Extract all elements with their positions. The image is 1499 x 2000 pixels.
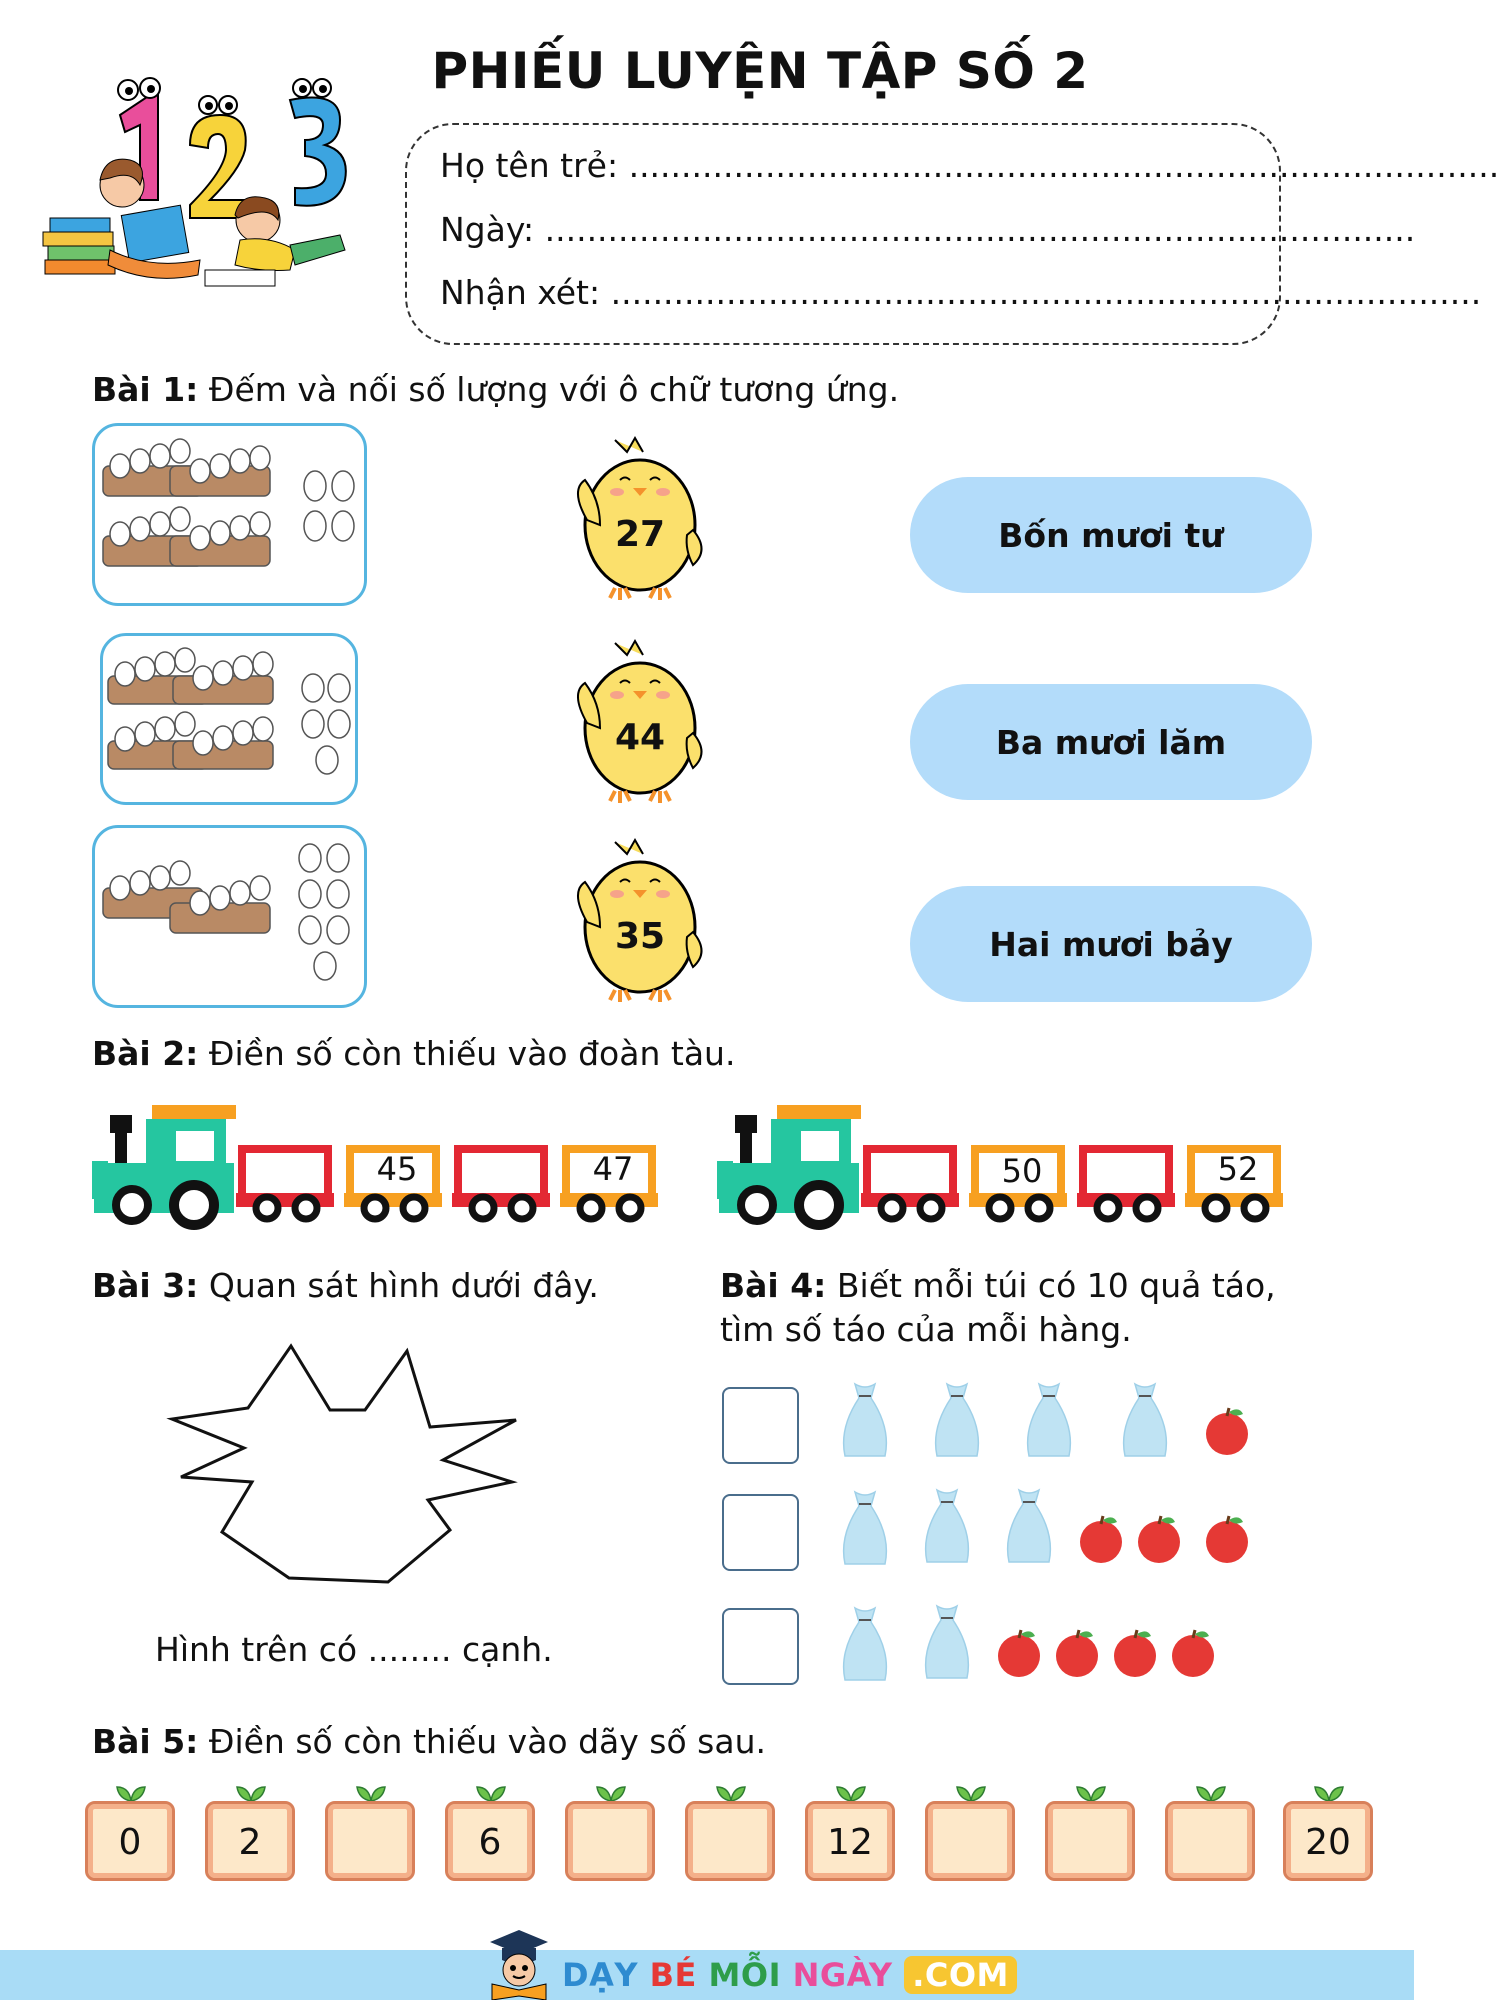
sprout-icon [353,1783,389,1803]
bai4-heading [720,1266,1340,1305]
bai4-answer-box-2[interactable] [722,1494,799,1571]
crate [805,1801,895,1881]
crate[interactable] [325,1801,415,1881]
chick-number: 44 [614,717,666,758]
brand-com: .COM [904,1956,1017,1994]
chick-1[interactable] [565,430,715,602]
date-dots: ................................................................................... [544,210,1416,249]
sprout-icon [713,1783,749,1803]
crate [205,1801,295,1881]
bai2-label: Bài 2: [92,1034,199,1073]
train2-wagon-2: 50 [1001,1152,1043,1190]
sprout-icon [113,1783,149,1803]
sprout-icon [1193,1783,1229,1803]
bai1-label: Bài 1: [92,370,199,409]
sprout-icon [1073,1783,1109,1803]
crate [445,1801,535,1881]
date-label: Ngày: [440,210,535,249]
egg-group-3 [92,825,367,1008]
comment-dots: ................................................................................... [610,273,1482,312]
sprout-icon [473,1783,509,1803]
crate[interactable] [565,1801,655,1881]
sprout-icon [233,1783,269,1803]
bai3-label: Bài 3: [92,1266,199,1305]
bai4-answer-box-3[interactable] [722,1608,799,1685]
egg-trays-icon [95,426,364,603]
comment-field[interactable] [440,273,1482,312]
bai4-label: Bài 4: [720,1266,827,1305]
brand-wordmark[interactable] [562,1956,1017,1994]
bai1-instruction: Đếm và nối số lượng với ô chữ tương ứng. [208,370,900,409]
bai3-instruction: Quan sát hình dưới đây. [208,1266,599,1305]
egg-group-1 [92,423,367,606]
sprout-icon [833,1783,869,1803]
bai5-heading [92,1722,766,1761]
bai2-heading [92,1034,735,1073]
crate[interactable] [685,1801,775,1881]
train2-wagon-4: 52 [1217,1150,1259,1188]
egg-group-2 [100,633,358,805]
brand-moi: MỖI [708,1956,781,1994]
word-pill-1[interactable]: Bốn mươi tư [910,477,1312,593]
bai4-instruction-line1: Biết mỗi túi có 10 quả táo, [836,1266,1276,1305]
name-label: Họ tên trẻ: [440,146,619,185]
egg-trays-icon [95,828,364,1005]
date-field[interactable] [440,210,1416,249]
egg-trays-icon [103,636,355,802]
crate[interactable] [925,1801,1015,1881]
sequence-number: 12 [827,1822,873,1863]
bai5-instruction: Điền số còn thiếu vào dãy số sau. [208,1722,766,1761]
bai3-heading [92,1266,599,1305]
numbers-kids-illustration [40,60,380,310]
train1-wagon-4: 47 [592,1150,634,1188]
sprout-icon [1311,1783,1347,1803]
word-pill-3[interactable]: Hai mươi bảy [910,886,1312,1002]
polygon-shape [160,1330,530,1600]
page-title: PHIẾU LUYỆN TẬP SỐ 2 [431,42,1089,100]
graduate-book-logo-icon [482,1924,556,2000]
sequence-number: 0 [118,1822,142,1863]
name-dots: ................................................................................... [628,146,1499,185]
bai5-label: Bài 5: [92,1722,199,1761]
comment-label: Nhận xét: [440,273,601,312]
sequence-number: 20 [1305,1822,1351,1863]
chick-2[interactable] [565,633,715,805]
crate [85,1801,175,1881]
word-pill-2[interactable]: Ba mươi lăm [910,684,1312,800]
bai4-instruction-line2: tìm số táo của mỗi hàng. [720,1310,1132,1349]
name-field[interactable] [440,146,1499,185]
sprout-icon [593,1783,629,1803]
brand-day: DẠY [562,1956,638,1994]
sequence-number: 6 [478,1822,502,1863]
apple-bags-rows [835,1370,1265,1690]
chick-number: 27 [614,514,666,555]
bai4-answer-box-1[interactable] [722,1387,799,1464]
sprout-icon [953,1783,989,1803]
crate[interactable] [1045,1801,1135,1881]
number-sequence [85,1783,1385,1893]
sequence-number: 2 [238,1822,262,1863]
brand-be: BÉ [649,1956,697,1994]
crate[interactable] [1165,1801,1255,1881]
crate [1283,1801,1373,1881]
chick-3[interactable] [565,832,715,1004]
bai1-heading [92,370,899,409]
bai3-answer[interactable]: Hình trên có ........ cạnh. [155,1630,553,1669]
bai2-instruction: Điền số còn thiếu vào đoàn tàu. [208,1034,736,1073]
chick-number: 35 [614,916,666,957]
train1-wagon-2: 45 [376,1150,418,1188]
brand-ngay: NGÀY [792,1956,893,1994]
